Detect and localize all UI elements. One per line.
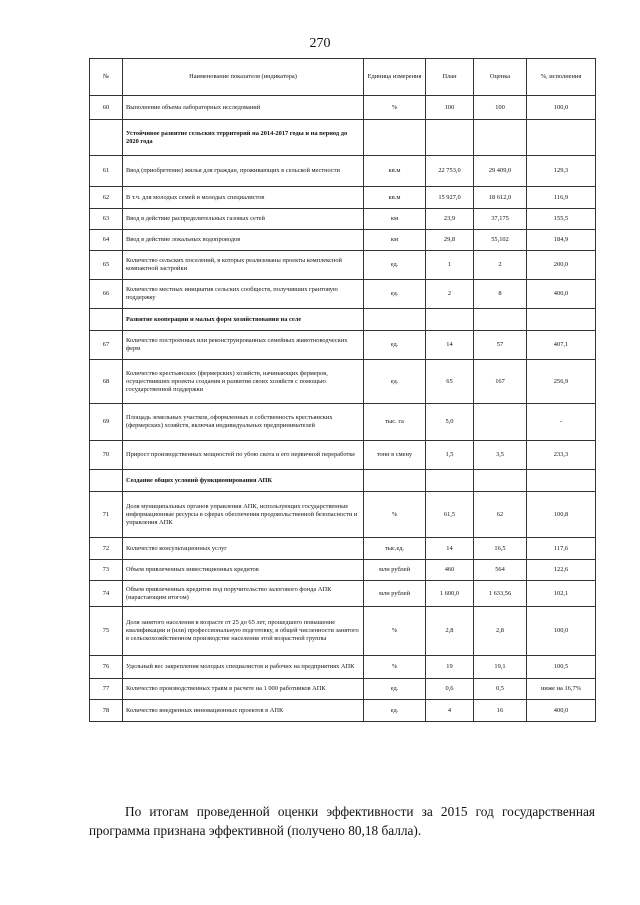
cell-estimate: 564 — [474, 560, 527, 581]
cell-percent: 100,0 — [527, 607, 596, 656]
cell-unit: млн рублей — [364, 581, 426, 607]
cell-unit: ед. — [364, 700, 426, 722]
cell-estimate: 57 — [474, 331, 527, 360]
table-row — [90, 331, 596, 360]
cell-plan: 1,5 — [426, 441, 474, 470]
cell-name: Создание общих условий функционирования АПК — [123, 470, 364, 492]
cell-percent: 100,8 — [527, 492, 596, 538]
cell-name: Объем привлеченных кредитов под поручительство залогового фонда АПК (нарастающим итогом) — [123, 581, 364, 607]
cell-plan: 14 — [426, 331, 474, 360]
header-percent: %, исполнения — [527, 59, 596, 96]
cell-unit: ед. — [364, 280, 426, 309]
cell-percent: 116,9 — [527, 187, 596, 209]
cell-percent: 129,3 — [527, 156, 596, 187]
cell-plan: 5,0 — [426, 404, 474, 441]
header-unit: Единица измерения — [364, 59, 426, 96]
table-row — [90, 404, 596, 441]
cell-num: 69 — [90, 404, 123, 441]
section-row — [90, 309, 596, 331]
cell-num: 62 — [90, 187, 123, 209]
table-row — [90, 156, 596, 187]
cell-percent: 100,5 — [527, 656, 596, 679]
cell-name: Ввод в действие распределительных газовых сетей — [123, 209, 364, 230]
cell-num: 61 — [90, 156, 123, 187]
cell-unit: тыс. га — [364, 404, 426, 441]
cell-unit: тыс.ед. — [364, 538, 426, 560]
cell-num: 68 — [90, 360, 123, 404]
header-estimate: Оценка — [474, 59, 527, 96]
cell-percent: 256,9 — [527, 360, 596, 404]
cell-num: 75 — [90, 607, 123, 656]
cell-num: 65 — [90, 251, 123, 280]
cell-unit: ед. — [364, 679, 426, 700]
cell-percent: 117,6 — [527, 538, 596, 560]
cell-plan: 2 — [426, 280, 474, 309]
cell-percent: 102,1 — [527, 581, 596, 607]
cell-name: Доля муниципальных органов управления АПК, использующих государственные информационные ресурсы в сферах обеспечения продовольственной безопасности и управления АПК — [123, 492, 364, 538]
cell-percent — [527, 470, 596, 492]
cell-unit: % — [364, 96, 426, 120]
cell-plan: 4 — [426, 700, 474, 722]
cell-plan: 14 — [426, 538, 474, 560]
cell-name: Устойчивое развитие сельских территорий на 2014-2017 годы и на период до 2020 года — [123, 120, 364, 156]
cell-plan: 65 — [426, 360, 474, 404]
cell-num — [90, 120, 123, 156]
cell-num — [90, 309, 123, 331]
header-plan: План — [426, 59, 474, 96]
section-row — [90, 120, 596, 156]
cell-plan: 19 — [426, 656, 474, 679]
cell-name: Доля занятого населения в возрасте от 25 до 65 лет, прошедшего повышение квалификации и (или) профессиональную подготовку, в общей численности занятого в сельскохозяйственном производстве населения этой возрастной группы — [123, 607, 364, 656]
cell-num: 77 — [90, 679, 123, 700]
cell-estimate: 0,5 — [474, 679, 527, 700]
header-num: № — [90, 59, 123, 96]
table-row — [90, 230, 596, 251]
cell-estimate: 55,102 — [474, 230, 527, 251]
cell-estimate: 100 — [474, 96, 527, 120]
cell-plan: 15 927,0 — [426, 187, 474, 209]
cell-plan: 0,6 — [426, 679, 474, 700]
table-row — [90, 441, 596, 470]
cell-num: 72 — [90, 538, 123, 560]
cell-unit — [364, 120, 426, 156]
cell-unit — [364, 309, 426, 331]
cell-num: 76 — [90, 656, 123, 679]
cell-unit: км — [364, 230, 426, 251]
cell-plan — [426, 120, 474, 156]
cell-estimate: 19,1 — [474, 656, 527, 679]
cell-plan: 100 — [426, 96, 474, 120]
cell-unit — [364, 470, 426, 492]
table-row — [90, 360, 596, 404]
cell-unit: кв.м — [364, 156, 426, 187]
cell-name: Объем привлеченных инвестиционных кредитов — [123, 560, 364, 581]
cell-estimate: 18 612,0 — [474, 187, 527, 209]
cell-plan: 22 753,0 — [426, 156, 474, 187]
table-row — [90, 187, 596, 209]
cell-estimate: 1 633,56 — [474, 581, 527, 607]
table-row — [90, 280, 596, 309]
cell-percent — [527, 309, 596, 331]
table-row — [90, 538, 596, 560]
cell-estimate: 2,8 — [474, 607, 527, 656]
cell-percent: 407,1 — [527, 331, 596, 360]
cell-name: В т.ч. для молодых семей и молодых специалистов — [123, 187, 364, 209]
cell-name: Количество местных инициатив сельских сообществ, получивших грантовую поддержку — [123, 280, 364, 309]
cell-name: Прирост производственных мощностей по убою скота и его первичной переработке — [123, 441, 364, 470]
page-number: 270 — [309, 36, 331, 51]
header-name: Наименование показателя (индикатора) — [123, 59, 364, 96]
cell-unit: ед. — [364, 251, 426, 280]
table-row — [90, 492, 596, 538]
cell-unit: тонн в смену — [364, 441, 426, 470]
cell-percent: 100,0 — [527, 96, 596, 120]
table-row — [90, 209, 596, 230]
cell-estimate: 29 409,0 — [474, 156, 527, 187]
cell-percent: 200,0 — [527, 251, 596, 280]
cell-name: Количество сельских поселений, в которых реализованы проекты комплексной компактной застройки — [123, 251, 364, 280]
indicators-table — [89, 58, 596, 722]
cell-name: Площадь земельных участков, оформленных в собственность крестьянских (фермерских) хозяйств, включая индивидуальных предпринимателей — [123, 404, 364, 441]
table-body — [90, 96, 596, 722]
cell-plan: 23,9 — [426, 209, 474, 230]
cell-percent: - — [527, 404, 596, 441]
cell-plan — [426, 309, 474, 331]
cell-num: 74 — [90, 581, 123, 607]
cell-unit: % — [364, 492, 426, 538]
cell-estimate: 62 — [474, 492, 527, 538]
cell-num: 64 — [90, 230, 123, 251]
cell-percent — [527, 120, 596, 156]
table-row — [90, 700, 596, 722]
cell-num — [90, 470, 123, 492]
cell-plan: 460 — [426, 560, 474, 581]
cell-estimate: 3,5 — [474, 441, 527, 470]
cell-estimate: 8 — [474, 280, 527, 309]
cell-estimate: 16 — [474, 700, 527, 722]
cell-num: 73 — [90, 560, 123, 581]
table-row — [90, 656, 596, 679]
cell-num: 70 — [90, 441, 123, 470]
cell-num: 66 — [90, 280, 123, 309]
cell-num: 60 — [90, 96, 123, 120]
cell-num: 67 — [90, 331, 123, 360]
cell-unit: млн рублей — [364, 560, 426, 581]
cell-percent: 122,6 — [527, 560, 596, 581]
cell-unit: % — [364, 607, 426, 656]
cell-name: Развитие кооперации и малых форм хозяйствования на селе — [123, 309, 364, 331]
cell-plan: 2,8 — [426, 607, 474, 656]
table-row — [90, 560, 596, 581]
cell-unit: кв.м — [364, 187, 426, 209]
conclusion-paragraph: По итогам проведенной оценки эффективности за 2015 год государственная программа признана эффективной (получено 80,18 балла). — [89, 804, 595, 838]
table-row — [90, 251, 596, 280]
cell-estimate — [474, 404, 527, 441]
table-row — [90, 581, 596, 607]
table-row — [90, 679, 596, 700]
cell-plan: 1 — [426, 251, 474, 280]
cell-percent: 184,9 — [527, 230, 596, 251]
cell-percent: 400,0 — [527, 700, 596, 722]
cell-name: Ввод в действие локальных водопроводов — [123, 230, 364, 251]
cell-estimate: 2 — [474, 251, 527, 280]
table-row — [90, 96, 596, 120]
cell-estimate — [474, 120, 527, 156]
cell-name: Количество внедренных инновационных проектов в АПК — [123, 700, 364, 722]
cell-unit: ед. — [364, 331, 426, 360]
cell-plan: 61,5 — [426, 492, 474, 538]
cell-name: Удельный вес закрепления молодых специалистов и рабочих на предприятиях АПК — [123, 656, 364, 679]
cell-estimate: 167 — [474, 360, 527, 404]
cell-num: 78 — [90, 700, 123, 722]
cell-plan: 29,8 — [426, 230, 474, 251]
cell-unit: км — [364, 209, 426, 230]
cell-percent: 155,5 — [527, 209, 596, 230]
cell-num: 71 — [90, 492, 123, 538]
cell-name: Ввод (приобретение) жилья для граждан, проживающих в сельской местности — [123, 156, 364, 187]
cell-name: Количество крестьянских (фермерских) хозяйств, начинающих фермеров, осуществивших проекты создания и развития своих хозяйств с помощью государственной поддержки — [123, 360, 364, 404]
cell-estimate — [474, 470, 527, 492]
cell-estimate: 37,175 — [474, 209, 527, 230]
cell-name: Количество консультационных услуг — [123, 538, 364, 560]
cell-estimate: 16,5 — [474, 538, 527, 560]
cell-percent: 400,0 — [527, 280, 596, 309]
cell-name: Выполнение объема лабораторных исследований — [123, 96, 364, 120]
cell-estimate — [474, 309, 527, 331]
section-row — [90, 470, 596, 492]
cell-name: Количество производственных травм в расчете на 1 000 работников АПК — [123, 679, 364, 700]
cell-percent: 233,3 — [527, 441, 596, 470]
cell-name: Количество построенных или реконструированных семейных животноводческих ферм — [123, 331, 364, 360]
table-header-row — [90, 59, 596, 96]
table-row — [90, 607, 596, 656]
cell-plan — [426, 470, 474, 492]
cell-num: 63 — [90, 209, 123, 230]
cell-unit: ед. — [364, 360, 426, 404]
cell-plan: 1 600,0 — [426, 581, 474, 607]
cell-percent: ниже на 16,7% — [527, 679, 596, 700]
cell-unit: % — [364, 656, 426, 679]
